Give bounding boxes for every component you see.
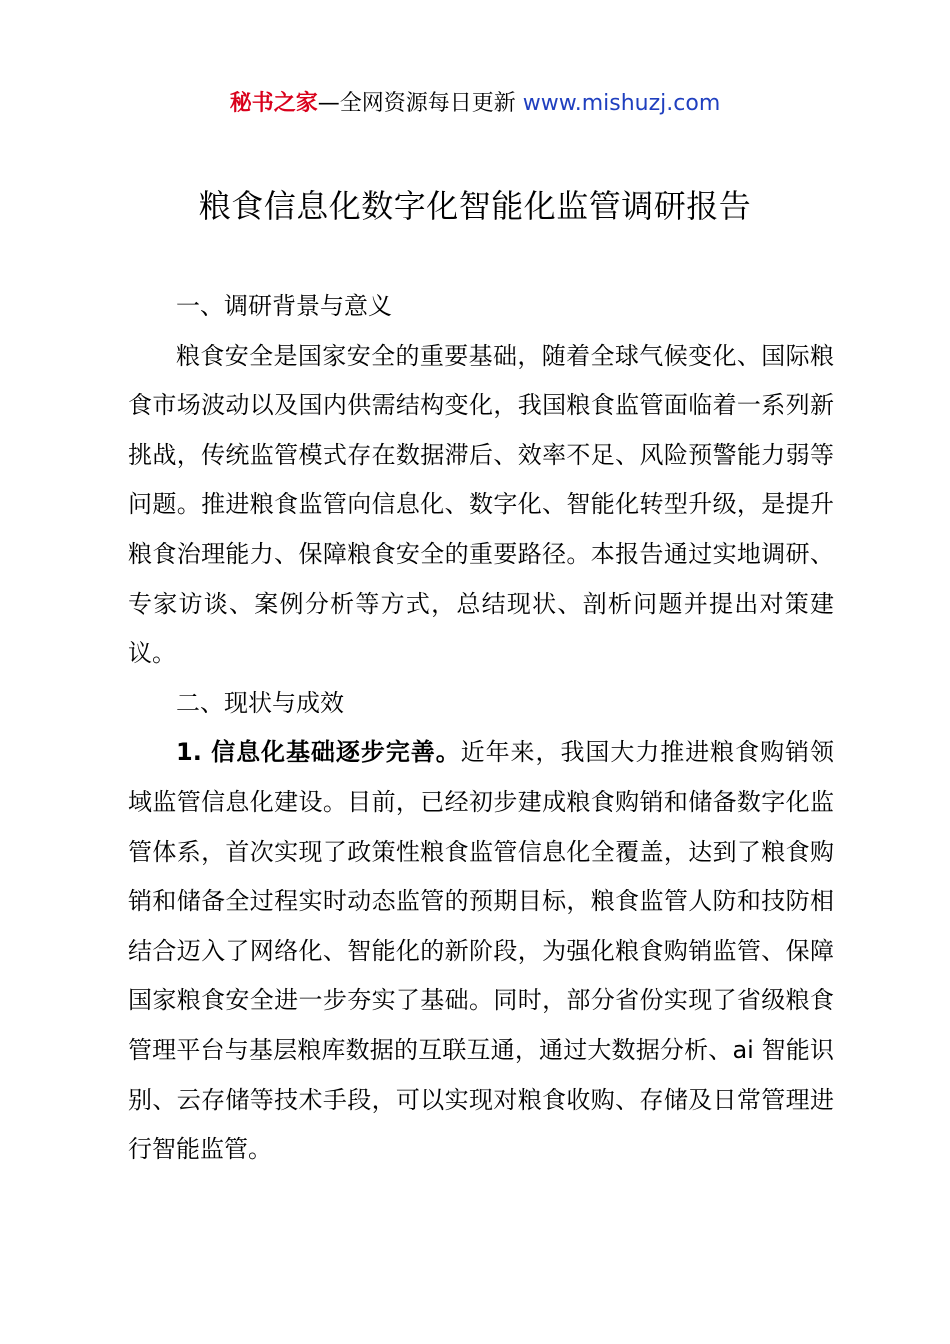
section-heading-status: 二、现状与成效 (176, 688, 344, 717)
header-brand: 秘书之家 (229, 91, 318, 116)
paragraph-background: 粮食安全是国家安全的重要基础，随着全球气候变化、国际粮食市场波动以及国内供需结构变化，我国粮食监管面临着一系列新挑战，传统监管模式存在数据滞后、效率不足、风险预警能力弱等问题。推进粮食监管向信息化、数字化、智能化转型升级，是提升粮食治理能力、保障粮食安全的重要路径。本报告通过实地调研、专家访谈、案例分析等方式，总结现状、剖析问题并提出对策建议。 (128, 341, 834, 668)
document-body (128, 282, 834, 1175)
document-title: 粮食信息化数字化智能化监管调研报告 (198, 187, 752, 225)
page-header (0, 88, 950, 120)
item-1-lead: 1. 信息化基础逐步完善。 (176, 738, 461, 767)
header-tagline: —全网资源每日更新 (317, 91, 523, 116)
paragraph-item-1 (128, 728, 834, 1174)
item-1-text: 近年来，我国大力推进粮食购销领域监管信息化建设。目前，已经初步建成粮食购销和储备数字化监管体系，首次实现了政策性粮食监管信息化全覆盖，达到了粮食购销和储备全过程实时动态监管的预期目标，粮食监管人防和技防相结合迈入了网络化、智能化的新阶段，为强化粮食购销监管、保障国家粮食安全进一步夯实了基础。同时，部分省份实现了省级粮食管理平台与基层粮库数据的互联互通，通过大数据分析、ai 智能识别、云存储等技术手段，可以实现对粮食收购、存储及日常管理进行智能监管。 (128, 738, 834, 1164)
section-heading-background: 一、调研背景与意义 (176, 292, 392, 320)
header-url-link[interactable]: www.mishuzj.com (522, 91, 721, 116)
